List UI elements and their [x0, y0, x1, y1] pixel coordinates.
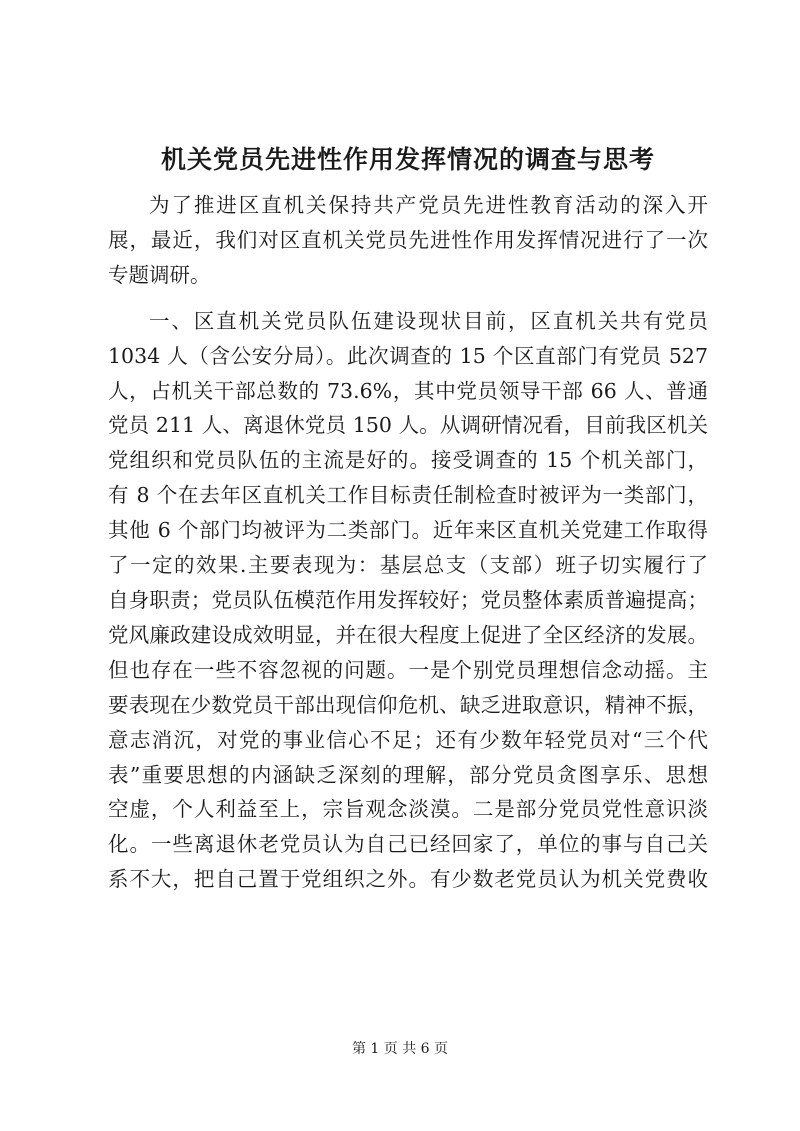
document-body: [108, 188, 708, 897]
text-line: 但也存在一些不容忽视的问题。一是个别党员理想信念动摇。主: [108, 657, 708, 682]
text-line: 系不大，把自己置于党组织之外。有少数老党员认为机关党费收: [108, 867, 708, 892]
text-line: 有 8 个在去年区直机关工作目标责任制检查时被评为一类部门，: [108, 483, 708, 508]
text-line: 为了推进区直机关保持共产党员先进性教育活动的深入开: [149, 193, 708, 217]
page-number-footer: 第 1 页 共 6 页: [351, 1041, 449, 1057]
text-line: 要表现在少数党员干部出现信仰危机、缺乏进取意识，精神不振，: [108, 692, 708, 717]
text-line: 意志消沉，对党的事业信心不足；还有少数年轻党员对“三个代: [108, 727, 708, 752]
text-line: 人，占机关干部总数的 73.6%，其中党员领导干部 66 人、普通: [108, 378, 708, 403]
text-line: 展，最近，我们对区直机关党员先进性作用发挥情况进行了一次: [108, 227, 708, 252]
paragraph-spacing: [108, 293, 708, 304]
paragraph: [108, 188, 708, 293]
text-line: 自身职责；党员队伍模范作用发挥较好；党员整体素质普遍提高；: [108, 587, 708, 612]
text-line: 党组织和党员队伍的主流是好的。接受调查的 15 个机关部门，: [108, 448, 708, 473]
document-title: 机关党员先进性作用发挥情况的调查与思考: [160, 145, 655, 174]
text-line: 党风廉政建设成效明显，并在很大程度上促进了全区经济的发展。: [108, 622, 708, 647]
text-line: 一、区直机关党员队伍建设现状目前，区直机关共有党员: [149, 308, 708, 333]
text-line: 表”重要思想的内涵缺乏深刻的理解，部分党员贪图享乐、思想: [108, 762, 708, 787]
text-line: 其他 6 个部门均被评为二类部门。近年来区直机关党建工作取得: [108, 518, 708, 543]
text-line: 1034 人（含公安分局）。此次调查的 15 个区直部门有党员 527: [108, 343, 708, 368]
text-line: 党员 211 人、离退休党员 150 人。从调研情况看，目前我区机关: [108, 413, 708, 438]
text-line: 空虚，个人利益至上，宗旨观念淡漠。二是部分党员党性意识淡: [108, 797, 708, 822]
text-line: 化。一些离退休老党员认为自己已经回家了，单位的事与自己关: [108, 832, 708, 857]
text-line: 专题调研。: [108, 262, 211, 287]
paragraph: [108, 304, 708, 897]
text-line: 了一定的效果.主要表现为：基层总支（支部）班子切实履行了: [108, 553, 708, 578]
